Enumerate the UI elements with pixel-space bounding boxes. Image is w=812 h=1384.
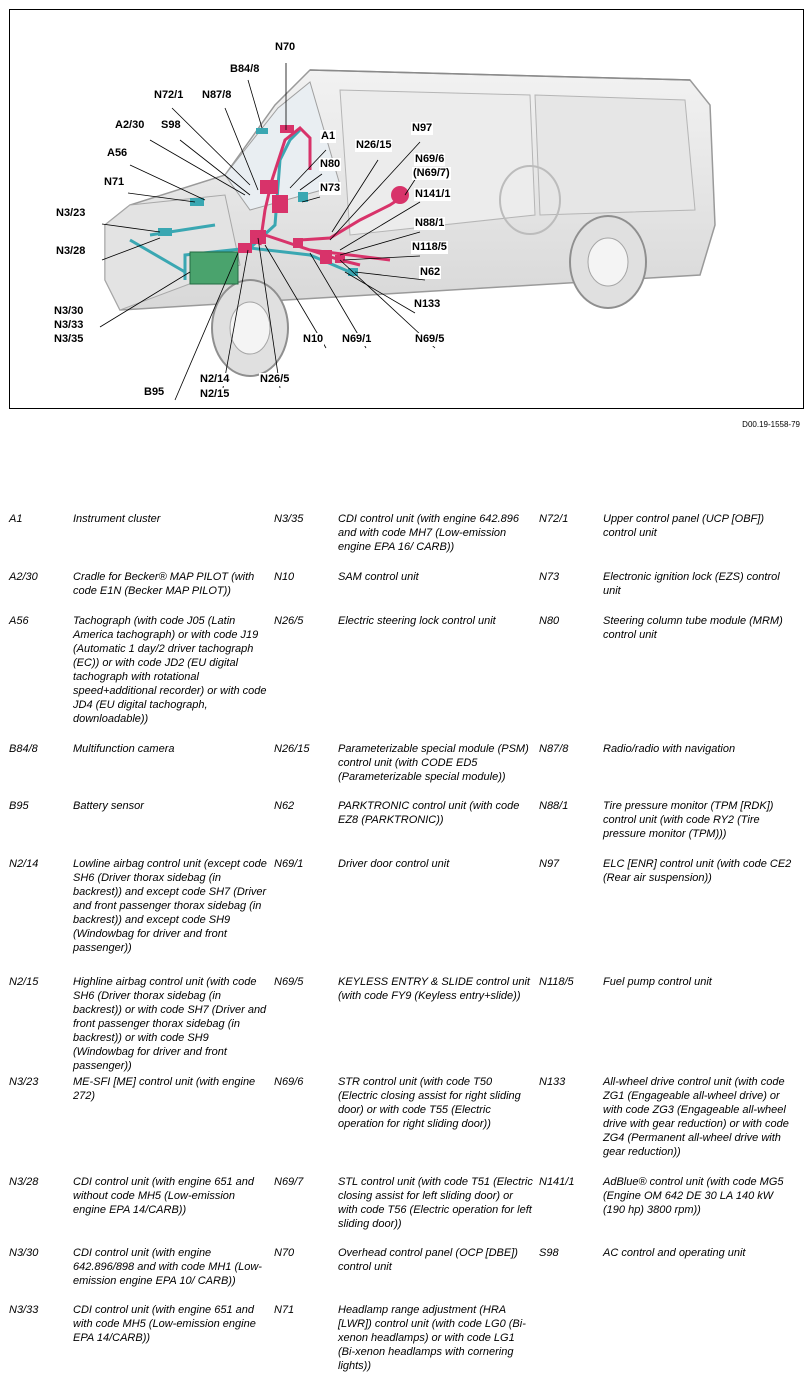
component-legend [9, 512, 804, 1374]
legend-description [603, 1303, 804, 1374]
legend-code: N118/5 [539, 976, 574, 988]
callout-n69-5: N69/5 [415, 333, 445, 345]
legend-code: N80 [539, 615, 560, 627]
legend-row [9, 614, 804, 742]
legend-description: PARKTRONIC control unit (with code EZ8 (PARKTRONIC)) [338, 800, 520, 826]
legend-description: Parameterizable special module (PSM) control unit (with CODE ED5 (Parameterizable special module)) [338, 743, 529, 783]
legend-row [9, 975, 804, 1075]
callout-n3-35: N3/35 [54, 333, 84, 345]
legend-code: A1 [9, 513, 23, 525]
legend-row [9, 742, 804, 799]
legend-description: Instrument cluster [73, 513, 161, 525]
legend-code: N69/1 [274, 858, 304, 870]
legend-description: Overhead control panel (OCP [DBE]) control unit [338, 1247, 518, 1273]
callout-a2-30: A2/30 [115, 119, 145, 131]
callout-b84-8: B84/8 [230, 63, 260, 75]
callout-n73: N73 [320, 182, 341, 194]
callout-n118-5: N118/5 [412, 241, 447, 253]
legend-code: N3/35 [274, 513, 304, 525]
legend-description: Multifunction camera [73, 743, 175, 755]
legend-description: KEYLESS ENTRY & SLIDE control unit (with code FY9 (Keyless entry+slide)) [338, 976, 530, 1002]
legend-description: ELC [ENR] control unit (with code CE2 (Rear air suspension)) [603, 858, 792, 884]
legend-code: N10 [274, 571, 295, 583]
callout-n3-33: N3/33 [54, 319, 84, 331]
callout-n3-30: N3/30 [54, 305, 84, 317]
callout-n10: N10 [303, 333, 324, 345]
legend-code: B84/8 [9, 743, 38, 755]
legend-code: N3/23 [9, 1076, 39, 1088]
battery-unit [190, 252, 238, 284]
callout-n80: N80 [320, 158, 341, 170]
legend-description: Highline airbag control unit (with code SH6 (Driver thorax sidebag (in backrest)) or with code SH7 (Driver and front passenger thorax sidebag (in backrest)) or with code SH9 (Windowbag for driver and front passenger)) [73, 976, 267, 1072]
legend-code: N3/30 [9, 1247, 39, 1259]
callout-n3-23: N3/23 [56, 207, 86, 219]
callout-b95: B95 [144, 386, 165, 398]
legend-row [9, 799, 804, 857]
legend-description: CDI control unit (with engine 651 and without code MH5 (Low-emission engine EPA 14/CARB)) [73, 1176, 254, 1216]
legend-code: S98 [539, 1247, 559, 1259]
legend-description: Driver door control unit [338, 858, 450, 870]
legend-description: Lowline airbag control unit (except code SH6 (Driver thorax sidebag (in backrest)) and except code SH7 (Driver and front passenger thorax sidebag (in backrest)) and except code SH9 (Windowbag for driver and front passenger)) [73, 858, 267, 954]
legend-description: AdBlue® control unit (with code MG5 (Engine OM 642 DE 30 LA 140 kW (190 hp) 3800 rpm)) [603, 1176, 784, 1216]
legend-code: B95 [9, 800, 29, 812]
callout-n141-1: N141/1 [415, 188, 451, 200]
legend-code: N3/33 [9, 1304, 39, 1316]
callout-n72-1: N72/1 [154, 89, 184, 101]
legend-description: All-wheel drive control unit (with code ZG1 (Engageable all-wheel drive) or with code ZG3 (Engageable all-wheel drive with gear reduction) or with code ZG4 (Permanent all-wheel drive with gear reduction)) [603, 1076, 789, 1158]
callout-n71: N71 [104, 176, 125, 188]
legend-row [9, 570, 804, 614]
legend-code: N3/28 [9, 1176, 39, 1188]
callout-n70: N70 [275, 41, 296, 53]
legend-code: N26/15 [274, 743, 310, 755]
figure-id: D00.19-1558-79 [742, 420, 800, 429]
callout-n69-1: N69/1 [342, 333, 372, 345]
legend-description: Radio/radio with navigation [603, 743, 736, 755]
legend-description: ME-SFI [ME] control unit (with engine 272) [73, 1076, 256, 1102]
legend-code: N71 [274, 1304, 295, 1316]
legend-row [9, 1175, 804, 1246]
callout-n2-15: N2/15 [200, 388, 230, 400]
legend-description: CDI control unit (with engine 642.896 and with code MH7 (Low-emission engine EPA 16/ CARB)) [338, 513, 519, 553]
legend-description: SAM control unit [338, 571, 419, 583]
legend-code: A56 [9, 615, 29, 627]
legend-description: Tire pressure monitor (TPM [RDK]) control unit (with code RY2 (Tire pressure monitor (TPM))) [603, 800, 774, 840]
callout-n69-7: (N69/7) [413, 167, 450, 179]
callout-n133: N133 [414, 298, 441, 310]
legend-code: N26/5 [274, 615, 304, 627]
callout-n2-14: N2/14 [200, 373, 230, 385]
callout-a56: A56 [107, 147, 128, 159]
legend-code: N72/1 [539, 513, 569, 525]
legend-row [9, 857, 804, 975]
legend-description: STR control unit (with code T50 (Electric closing assist for right sliding door) or with code T55 (Electric operation for right sliding door)) [338, 1076, 521, 1130]
legend-row [9, 512, 804, 570]
legend-description: Tachograph (with code J05 (Latin America tachograph) or with code J19 (Automatic 1 day/2 driver tachograph (EC)) or with code JD2 (EU digital tachograph with rotational speed+additional recorder) or with code JD4 (EU digital tachograph, downloadable)) [73, 615, 267, 725]
legend-code: N73 [539, 571, 560, 583]
legend-row [9, 1246, 804, 1303]
callout-s98: S98 [161, 119, 181, 131]
legend-description: Electric steering lock control unit [338, 615, 496, 627]
legend-description: CDI control unit (with engine 642.896/898 and with code MH1 (Low-emission engine EPA 10/ CARB)) [73, 1247, 262, 1287]
legend-description: Electronic ignition lock (EZS) control unit [603, 571, 780, 597]
callout-n97: N97 [412, 122, 433, 134]
legend-description: STL control unit (with code T51 (Electric closing assist for left sliding door) or with code T56 (Electric operation for left sliding door)) [338, 1176, 533, 1230]
legend-code: N87/8 [539, 743, 569, 755]
legend-code: N69/5 [274, 976, 304, 988]
callout-n26-15: N26/15 [356, 139, 392, 151]
legend-code [539, 1303, 603, 1374]
legend-description: AC control and operating unit [603, 1247, 746, 1259]
legend-code: N88/1 [539, 800, 569, 812]
callout-n3-28: N3/28 [56, 245, 86, 257]
callout-n26-5: N26/5 [260, 373, 290, 385]
legend-description: CDI control unit (with engine 651 and with code MH5 (Low-emission engine EPA 14/CARB)) [73, 1304, 256, 1344]
legend-code: N2/14 [9, 858, 39, 870]
legend-code: N133 [539, 1076, 566, 1088]
legend-description: Cradle for Becker® MAP PILOT (with code E1N (Becker MAP PILOT)) [73, 571, 255, 597]
legend-code: A2/30 [9, 571, 38, 583]
legend-code: N97 [539, 858, 560, 870]
callout-n87-8: N87/8 [202, 89, 232, 101]
callout-n62: N62 [420, 266, 441, 278]
legend-description: Battery sensor [73, 800, 144, 812]
legend-description: Steering column tube module (MRM) control unit [603, 615, 783, 641]
legend-description: Upper control panel (UCP [OBF]) control unit [603, 513, 764, 539]
legend-code: N2/15 [9, 976, 39, 988]
legend-code: N69/6 [274, 1076, 304, 1088]
callout-a1: A1 [321, 130, 336, 142]
legend-code: N62 [274, 800, 295, 812]
legend-description: Headlamp range adjustment (HRA [LWR]) control unit (with code LG0 (Bi-xenon headlamps) or with code LG1 (Bi-xenon headlamps with cornering lights)) [338, 1304, 526, 1372]
vehicle-diagram [9, 9, 804, 409]
legend-row [9, 1075, 804, 1175]
callout-n69-6: N69/6 [415, 153, 445, 165]
legend-row [9, 1303, 804, 1374]
van-illustration [10, 10, 804, 409]
legend-code: N70 [274, 1247, 295, 1259]
legend-description: Fuel pump control unit [603, 976, 712, 988]
legend-code: N141/1 [539, 1176, 575, 1188]
legend-code: N69/7 [274, 1176, 304, 1188]
callout-n88-1: N88/1 [415, 217, 445, 229]
